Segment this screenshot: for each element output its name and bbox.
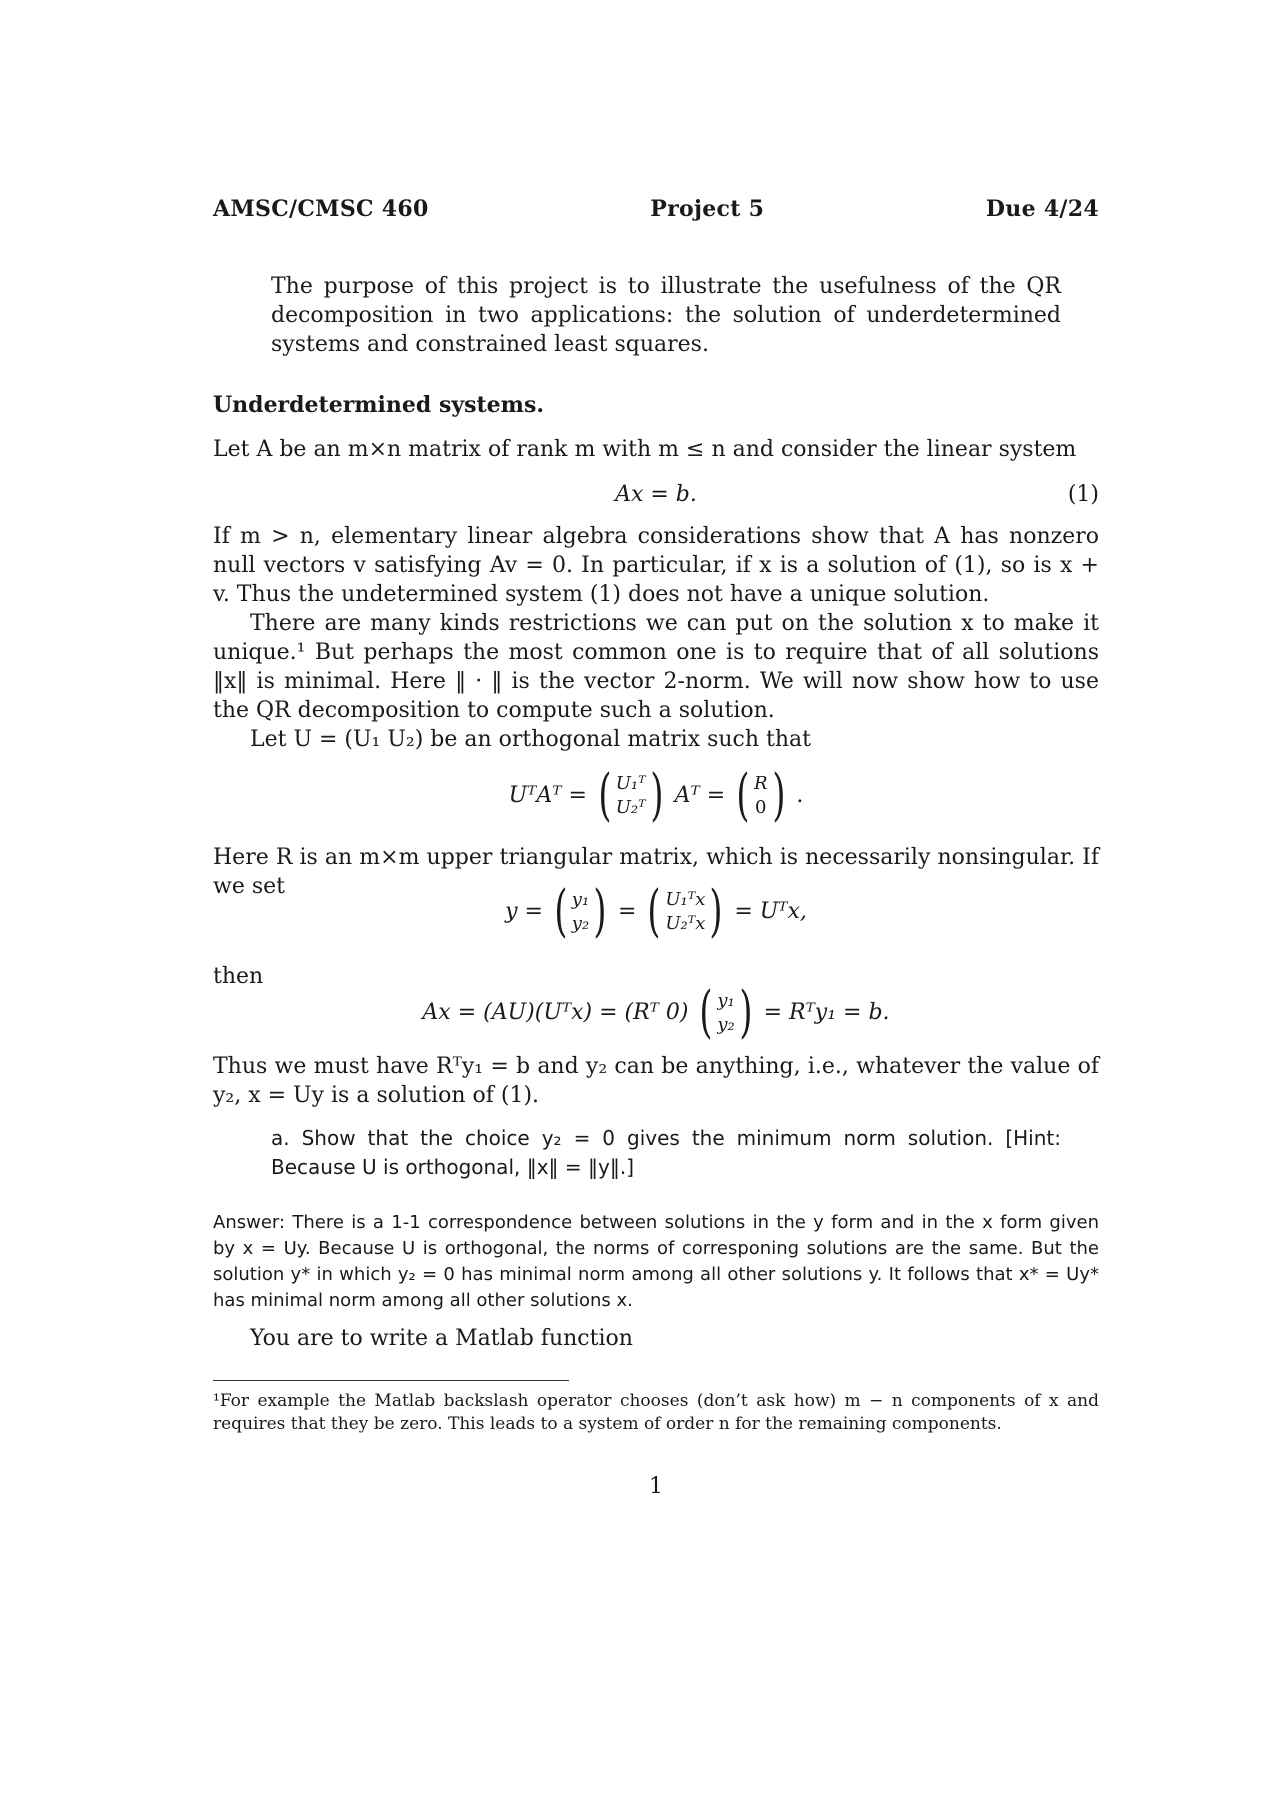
due-date: Due 4/24 [985,196,1099,222]
vector-bottom: y₂ [571,913,590,934]
equation-2-mid: Aᵀ = [674,783,726,808]
question-a: a. Show that the choice y₂ = 0 gives the minimum norm solution. [Hint: Because U is orthogonal, ‖x‖ = ‖y‖.] [271,1126,1061,1179]
equation-3 [213,879,1099,944]
footnote-rule [213,1380,569,1381]
vector-y-2: ( y₁ y₂ ) [699,980,753,1045]
section-title: Underdetermined systems. [213,392,544,418]
equation-3-end: = Uᵀx, [734,899,807,924]
answer: Answer: There is a 1-1 correspondence between solutions in the y form and in the x form given by x = Uy. Because U is orthogonal, the norms of corresponing solutions are the same. But the solution y* in which y₂ = 0 has minimal norm among all other solutions y. It follows that x* = Uy* has minimal norm among all other solutions x. [213,1212,1099,1311]
vector-top: y₁ [571,889,590,910]
abstract: The purpose of this project is to illustrate the usefulness of the QR decomposition in two applications: the solution of underdetermined systems and constrained least squares. [271,274,1061,357]
paragraph-2: If m > n, elementary linear algebra considerations show that A has nonzero null vectors v satisfying Av = 0. In particular, if x is a solution of (1), so is x + v. Thus the undetermined system (1) does not have a unique solution. [213,524,1099,607]
project-title: Project 5 [650,196,765,222]
equation-4-lhs: Ax = (AU)(Uᵀx) = (Rᵀ 0) [422,1000,689,1025]
vector-top: U₁ᵀx [665,889,706,910]
paragraph-5: Here R is an m×m upper triangular matrix, which is necessarily nonsingular. If we set [213,845,1099,899]
equation-4-end: = Rᵀy₁ = b. [763,1000,890,1025]
equation-3-equals: = [618,899,637,924]
equation-3-lhs: y = [505,899,543,924]
paragraph-3: There are many kinds restrictions we can put on the solution x to make it unique.¹ But perhaps the most common one is to require that of all solutions ‖x‖ is minimal. Here ‖ · ‖ is the vector 2-norm. We will now show how to use the QR decomposition to compute such a solution. [213,611,1099,723]
vector-ux: ( U₁ᵀx U₂ᵀx ) [647,879,723,944]
page-header [213,196,1099,222]
paragraph-1: Let A be an m×n matrix of rank m with m ≤ n and consider the linear system [213,437,1077,462]
equation-1-number: (1) [1067,482,1099,507]
equation-1 [213,482,1099,507]
then-label: then [213,964,264,989]
equation-2 [213,763,1099,828]
page-number: 1 [649,1474,663,1499]
matrix-r: ( R 0 ) [736,763,786,828]
equation-1-text: Ax = b. [615,482,697,507]
footnote: ¹For example the Matlab backslash operator chooses (don’t ask how) m − n components of x and requires that they be zero. This leads to a system of order n for the remaining components. [213,1391,1099,1434]
paragraph-7: You are to write a Matlab function [250,1326,633,1351]
equation-2-lhs: UᵀAᵀ = [508,783,587,808]
equation-4 [213,980,1099,1045]
matrix-bottom: U₂ᵀ [615,797,646,818]
vector-top: y₁ [717,990,735,1011]
vector-bottom: y₂ [717,1014,735,1035]
matrix-bottom: 0 [755,797,767,818]
course-code: AMSC/CMSC 460 [213,196,429,222]
matrix-u-transpose: ( U₁ᵀ U₂ᵀ ) [598,763,664,828]
equation-2-end: . [796,783,804,808]
paragraph-6: Thus we must have Rᵀy₁ = b and y₂ can be anything, i.e., whatever the value of y₂, x = Uy is a solution of (1). [213,1054,1099,1108]
vector-y: ( y₁ y₂ ) [554,879,607,944]
matrix-top: R [754,773,768,794]
paragraph-4: Let U = (U₁ U₂) be an orthogonal matrix such that [250,727,812,752]
matrix-top: U₁ᵀ [615,773,646,794]
vector-bottom: U₂ᵀx [665,913,706,934]
